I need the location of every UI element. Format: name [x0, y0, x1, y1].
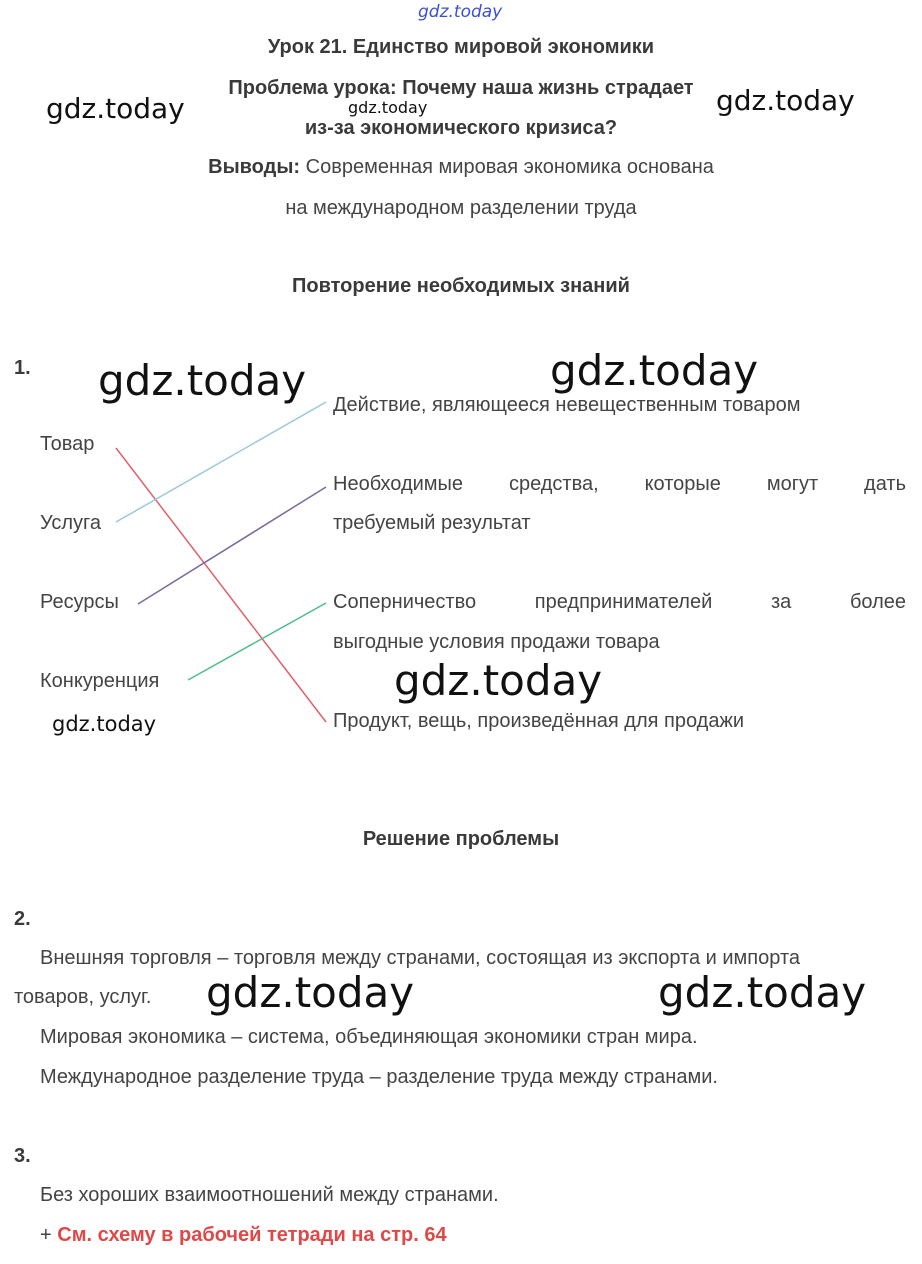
- watermark: gdz.today: [658, 968, 867, 1017]
- term-konkurenciya: Конкуренция: [40, 670, 160, 692]
- line-resursy-sredstva: [138, 487, 326, 604]
- watermark: gdz.today: [550, 346, 759, 395]
- task3-line-1: Без хороших взаимоотношений между странами.: [40, 1184, 499, 1206]
- task-number-1: 1.: [14, 357, 31, 379]
- term-tovar: Товар: [40, 433, 95, 455]
- watermark: gdz.today: [52, 712, 157, 736]
- definition-sopernichestvo-line-1: Соперничество предпринимателей за более: [333, 591, 906, 613]
- watermark: gdz.today: [394, 656, 603, 705]
- definition-produkt: Продукт, вещь, произведённая для продажи: [333, 710, 744, 732]
- workbook-reference: См. схему в рабочей тетради на стр. 64: [57, 1224, 447, 1246]
- line-usluga-deistvie: [116, 402, 326, 522]
- problem-line-1: Проблема урока: Почему наша жизнь страдает: [228, 77, 694, 99]
- conclusions-text: Современная мировая экономика основана: [300, 156, 714, 178]
- term-usluga: Услуга: [40, 512, 102, 534]
- watermark: gdz.today: [348, 98, 428, 117]
- task-number-2: 2.: [14, 908, 31, 930]
- lesson-title: Урок 21. Единство мировой экономики: [267, 36, 655, 58]
- plus-sign: +: [40, 1224, 58, 1246]
- watermark: gdz.today: [206, 968, 415, 1017]
- task2-line-2: товаров, услуг.: [14, 986, 152, 1008]
- conclusions-line-2: на международном разделении труда: [285, 197, 637, 219]
- task2-line-1: Внешняя торговля – торговля между странами, состоящая из экспорта и импорта: [40, 947, 800, 969]
- line-konkurenciya-sopernichestvo: [188, 603, 326, 680]
- watermark: gdz.today: [98, 356, 307, 405]
- conclusions-label: Выводы:: [208, 156, 301, 178]
- definition-sredstva-line-2: требуемый результат: [333, 512, 531, 534]
- task3-line-2: [40, 1224, 447, 1247]
- section-title-solution: Решение проблемы: [362, 828, 560, 850]
- task-number-3: 3.: [14, 1145, 31, 1167]
- watermark: gdz.today: [716, 84, 855, 117]
- watermark: gdz.today: [46, 92, 185, 125]
- task2-line-4: Международное разделение труда – разделение труда между странами.: [40, 1066, 718, 1088]
- definition-sredstva-line-1: Необходимые средства, которые могут дать: [333, 473, 906, 495]
- watermark-top: gdz.today: [418, 2, 503, 22]
- section-title-repetition: Повторение необходимых знаний: [292, 275, 630, 297]
- definition-sopernichestvo-line-2: выгодные условия продажи товара: [333, 631, 660, 653]
- task2-line-3: Мировая экономика – система, объединяющая экономики стран мира.: [40, 1026, 698, 1048]
- definition-deistvie: Действие, являющееся невещественным товаром: [333, 394, 801, 416]
- term-resursy: Ресурсы: [40, 591, 119, 613]
- problem-line-2: из-за экономического кризиса?: [304, 117, 618, 139]
